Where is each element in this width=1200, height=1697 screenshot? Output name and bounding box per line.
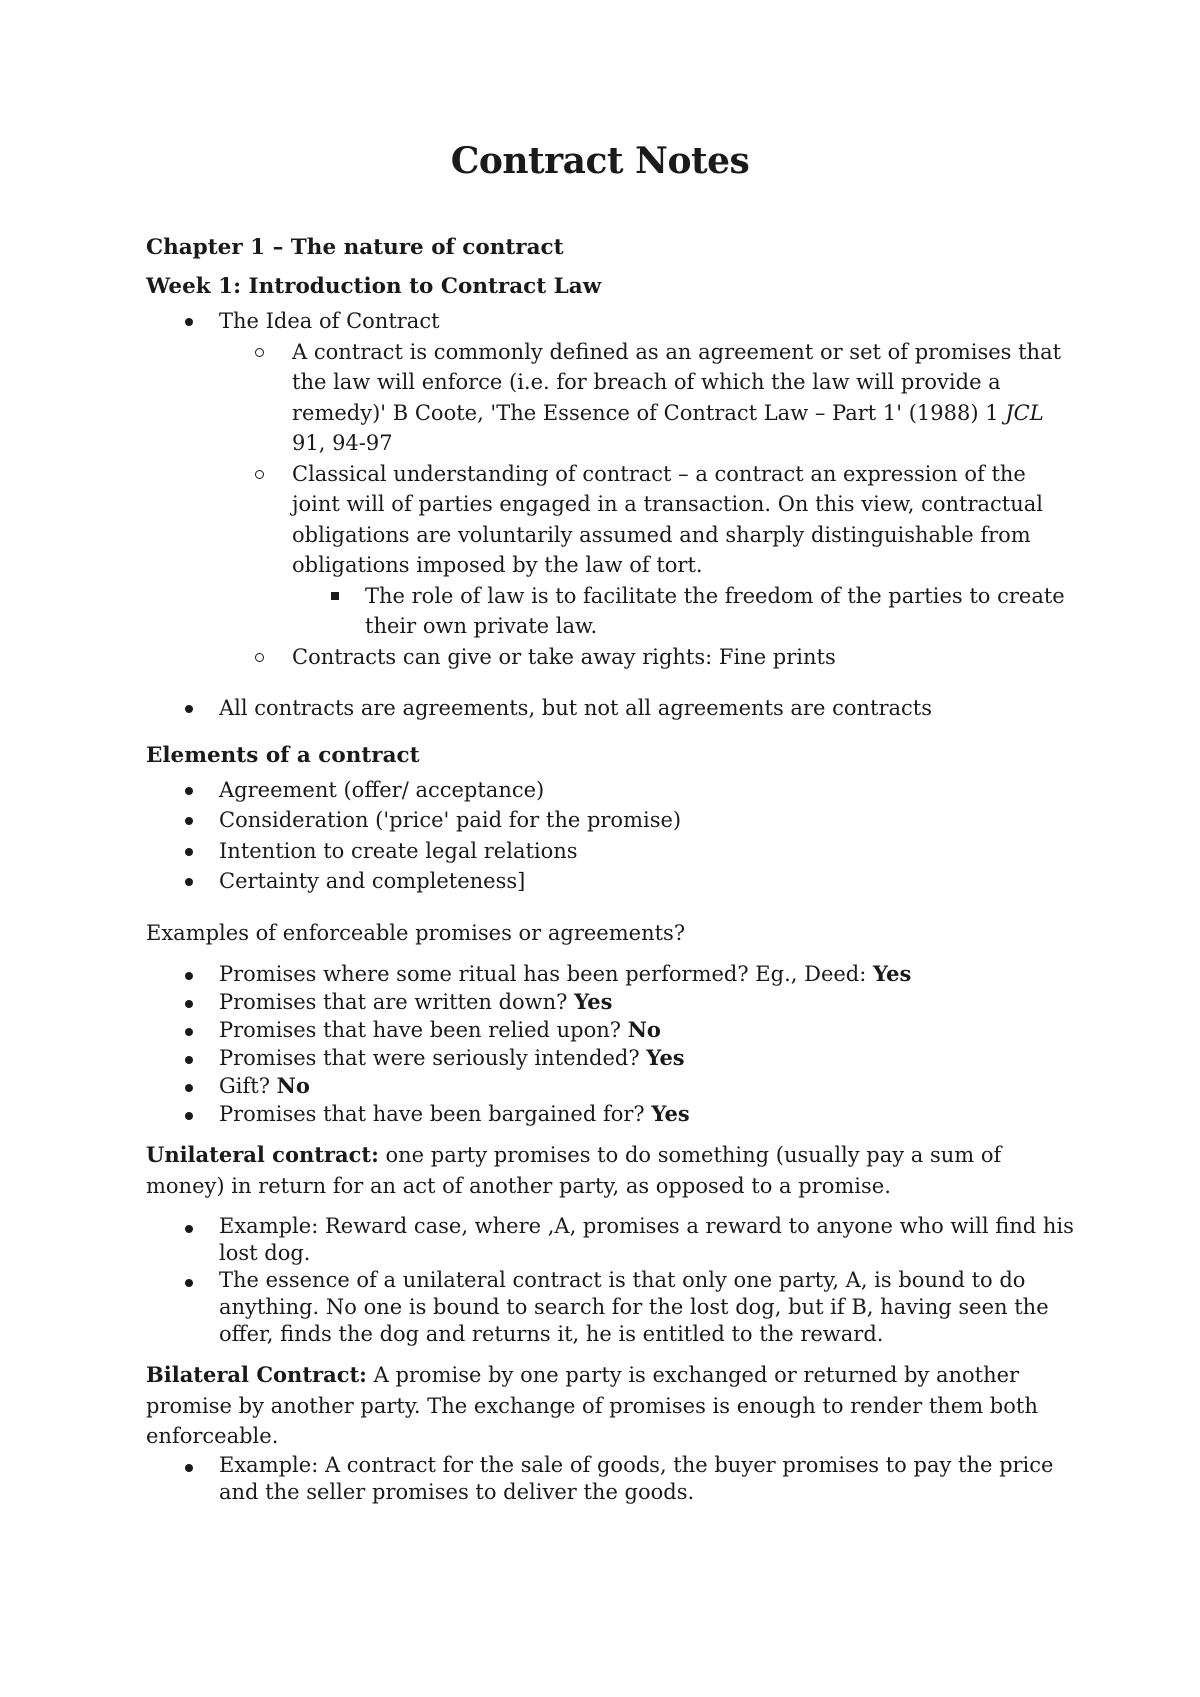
example-text: Promises where some ritual has been performed? Eg., Deed: <box>219 962 873 986</box>
list-item: Certainty and completeness] <box>146 866 1076 897</box>
example-text: Gift? <box>219 1074 277 1098</box>
idea-item-1-citation: 91, 94-97 <box>292 431 393 455</box>
bilateral-text: A promise by one party is exchanged or returned by another promise by another party. The exchange of promises is enough to render them both enforceable. <box>146 1363 1038 1448</box>
list-item: Consideration ('price' paid for the promise) <box>146 805 1076 836</box>
journal-abbrev: JCL <box>1005 400 1044 425</box>
example-answer: Yes <box>574 989 613 1014</box>
list-item <box>219 459 1076 642</box>
list-item <box>146 1100 1076 1128</box>
list-item: Example: A contract for the sale of goods, the buyer promises to pay the price and the seller promises to deliver the goods. <box>146 1452 1076 1506</box>
list-item <box>146 988 1076 1016</box>
list-item <box>146 306 1076 672</box>
example-text: Promises that have been bargained for? <box>219 1102 652 1126</box>
example-answer: No <box>276 1073 310 1098</box>
idea-sublist <box>219 337 1076 673</box>
list-item <box>146 960 1076 988</box>
elements-list <box>146 775 1076 897</box>
list-item <box>146 1044 1076 1072</box>
idea-item-1-text: A contract is commonly defined as an agreement or set of promises that the law will enforce (i.e. for breach of which the law will provide a remedy)' B Coote, 'The Essence of Contract Law – Part 1' (1988) 1 <box>292 339 1062 425</box>
example-answer: Yes <box>651 1101 690 1126</box>
list-item: Example: Reward case, where ,A, promises a reward to anyone who will find his lost dog. <box>146 1213 1076 1267</box>
elements-heading: Elements of a contract <box>146 742 420 768</box>
unilateral-list <box>146 1213 1076 1348</box>
list-item <box>146 1016 1076 1044</box>
idea-item-2-text: Classical understanding of contract – a contract an expression of the joint will of parties engaged in a transaction. On this view, contractual obligations are voluntarily assumed and sharply distinguishable from obligations imposed by the law of tort. <box>292 461 1043 577</box>
document-body <box>146 228 1076 1506</box>
list-item: All contracts are agreements, but not all agreements are contracts <box>146 693 1076 724</box>
list-item <box>146 1072 1076 1100</box>
list-item: Agreement (offer/ acceptance) <box>146 775 1076 806</box>
unilateral-term: Unilateral contract: <box>146 1142 379 1167</box>
example-answer: Yes <box>646 1045 685 1070</box>
bilateral-list <box>146 1452 1076 1506</box>
bilateral-term: Bilateral Contract: <box>146 1362 367 1387</box>
summary-list <box>146 693 1076 724</box>
document-title: Contract Notes <box>450 140 750 182</box>
example-text: Promises that are written down? <box>219 990 575 1014</box>
list-item: Contracts can give or take away rights: Fine prints <box>219 642 1076 673</box>
idea-subsublist <box>292 581 1076 642</box>
list-item: The essence of a unilateral contract is that only one party, A, is bound to do anything. No one is bound to search for the lost dog, but if B, having seen the offer, finds the dog and returns it, he is entitled to the reward. <box>146 1267 1076 1348</box>
examples-intro: Examples of enforceable promises or agreements? <box>146 920 686 945</box>
list-item: The role of law is to facilitate the freedom of the parties to create their own private law. <box>292 581 1076 642</box>
idea-label: The Idea of Contract <box>219 309 440 333</box>
examples-list <box>146 960 1076 1128</box>
list-item: Intention to create legal relations <box>146 836 1076 867</box>
unilateral-text: one party promises to do something (usually pay a sum of money) in return for an act of another party, as opposed to a promise. <box>146 1143 1002 1198</box>
idea-list <box>146 306 1076 672</box>
unilateral-definition <box>146 1140 1076 1201</box>
chapter-heading: Chapter 1 – The nature of contract <box>146 235 564 260</box>
example-answer: Yes <box>873 961 912 986</box>
list-item <box>219 337 1076 459</box>
example-text: Promises that have been relied upon? <box>219 1018 628 1042</box>
bilateral-definition <box>146 1360 1076 1452</box>
example-text: Promises that were seriously intended? <box>219 1046 647 1070</box>
week-heading: Week 1: Introduction to Contract Law <box>146 274 602 299</box>
example-answer: No <box>627 1017 661 1042</box>
